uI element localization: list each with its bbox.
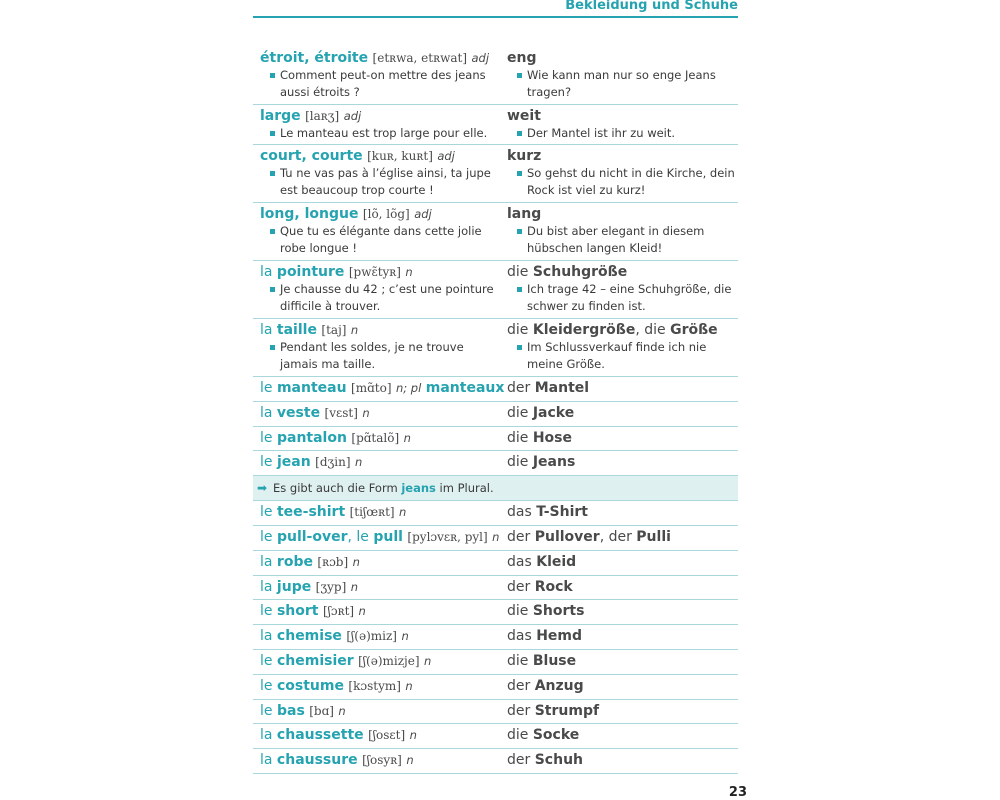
french-headword: manteau [276,380,347,396]
french-headword: long, longue [260,206,359,222]
french-article: le [260,454,273,471]
german-article: die [507,322,529,338]
bullet-icon [517,73,522,78]
bullet-icon [270,345,275,350]
pronunciation: [taj] [321,323,347,337]
page-number: 23 [728,785,747,800]
french-headword: short [276,603,319,620]
german-article: die [507,652,529,669]
section-title: Bekleidung und Schuhe [565,0,738,13]
vocab-entry [253,551,738,576]
usage-note [253,476,738,501]
bullet-icon [270,131,275,136]
pronunciation: [kuʀ, kuʀt] [367,149,433,163]
grammar-tag: adj [343,109,362,123]
grammar-tag: n [358,604,366,619]
vocab-entry [253,145,738,203]
pronunciation: [pɑ̃talõ] [351,430,400,445]
french-headword: chemise [276,628,342,645]
german-column [507,50,747,101]
pronunciation: [laʀʒ] [305,109,340,123]
german-headword: weit [507,108,541,124]
german-column [507,727,747,744]
vocab-entry [253,319,738,377]
grammar-tag: n; pl [395,381,422,395]
grammar-tag: n [401,629,409,644]
vocab-entry [253,427,738,452]
grammar-tag: n [354,455,363,470]
german-headword: Bluse [532,652,577,669]
vocabulary-list [253,47,738,774]
french-headword: taille [276,322,317,338]
german-separator: , die [635,322,666,338]
note-highlight: jeans [401,481,436,496]
french-column [260,380,505,397]
french-article: la [260,752,273,769]
pronunciation: [ʃ(ə)miz] [346,629,397,644]
french-headword: court, courte [260,148,363,164]
german-headword: Schuhgröße [532,264,628,280]
bullet-icon [517,171,522,176]
german-headword: Jacke [532,404,575,421]
bullet-icon [517,287,522,292]
french-headword: étroit, étroite [260,50,369,66]
german-headword: Anzug [534,677,584,694]
pronunciation: [ʃ(ə)mizje] [358,653,420,668]
german-example: Ich trage 42 – eine Schuhgröße, die schwer zu finden ist. [507,281,747,315]
french-column [260,206,500,257]
french-article: la [260,264,273,280]
french-example: Comment peut-on mettre des jeans aussi étroits ? [260,67,500,101]
german-article: die [507,727,529,744]
german-article: die [507,429,529,446]
german-example: Der Mantel ist ihr zu weit. [507,125,747,142]
french-headword: pull-over [276,528,348,545]
pronunciation: [pylɔvɛʀ, pyl] [407,529,488,544]
grammar-tag: n [352,554,360,569]
note-text: Es gibt auch die Form [273,481,402,496]
pronunciation: [dʒin] [315,455,351,470]
french-example: Je chausse du 42 ; c’est une pointure difficile à trouver. [260,281,500,315]
french-headword: bas [276,702,305,719]
french-column [260,554,500,571]
french-headword: chaussette [276,727,364,744]
note-text-end: im Plural. [435,481,494,496]
german-headword: Pullover [534,528,600,545]
grammar-tag: adj [414,207,432,221]
german-article: der [507,528,531,545]
german-headword: Hemd [536,628,583,645]
vocab-entry [253,377,738,402]
german-column [507,430,747,447]
german-article: der [507,702,531,719]
german-example: Im Schlussverkauf finde ich nie meine Größe. [507,339,747,373]
french-headword: large [260,108,301,124]
french-column [260,108,500,142]
pronunciation: [tiʃœʀt] [349,505,395,520]
grammar-tag: n [492,529,500,544]
german-column [507,554,747,571]
bullet-icon [517,131,522,136]
vocab-entry [253,203,738,261]
grammar-tag: adj [471,51,490,65]
pronunciation: [ʃɔʀt] [322,604,355,619]
german-column [507,405,747,422]
pronunciation: [kɔstym] [348,678,401,693]
french-article: la [260,322,273,338]
french-article: le [260,603,273,620]
french-column [260,603,500,620]
french-column [260,405,500,422]
german-headword: Schuh [534,752,584,769]
french-column [260,430,500,447]
german-article: der [507,578,531,595]
vocab-entry [253,675,738,700]
bullet-icon [270,171,275,176]
arrow-right-icon: ➡ [257,481,268,496]
french-example: Le manteau est trop large pour elle. [260,125,500,142]
french-headword: costume [276,677,344,694]
french-column [260,703,500,720]
pronunciation: [ʃosyʀ] [362,753,402,768]
vocab-entry [253,700,738,725]
french-article: la [260,727,273,744]
pronunciation: [pwɛ̃tyʀ] [348,265,401,279]
german-column [507,678,747,695]
french-column [260,50,500,101]
german-article: die [507,603,529,620]
pronunciation: [ʒyp] [315,579,347,594]
german-headword: kurz [507,148,542,164]
german-column [507,628,747,645]
pronunciation: [ʀɔb] [317,554,349,569]
german-separator: , der [599,528,632,545]
german-headword: Mantel [534,380,590,396]
french-column [260,678,500,695]
vocab-entry [253,650,738,675]
french-headword: chemisier [276,652,354,669]
french-column [260,579,500,596]
vocab-entry [253,105,738,145]
german-headword: Shorts [532,603,585,620]
german-article: das [507,628,532,645]
french-column [260,148,500,199]
french-column [260,653,500,670]
grammar-tag: n [403,430,411,445]
pronunciation: [ʃosɛt] [368,728,406,743]
grammar-tag: n [350,579,359,594]
french-separator: , le [347,528,369,545]
bullet-icon [270,229,275,234]
vocab-entry [253,47,738,105]
grammar-tag: n [405,678,413,693]
header-rule [253,16,738,18]
german-column [507,148,747,199]
french-example: Tu ne vas pas à l’église ainsi, ta jupe est beaucoup trop courte ! [260,165,500,199]
vocab-entry [253,402,738,427]
german-headword: Strumpf [534,702,600,719]
french-headword-alt: pull [373,528,403,545]
pronunciation: [mɑ̃to] [351,381,392,395]
german-article: das [507,553,532,570]
german-article: der [507,380,531,396]
german-column [507,264,747,315]
pronunciation: [vɛst] [324,405,358,420]
german-article: das [507,504,532,521]
french-article: le [260,504,273,521]
grammar-tag: n [405,265,413,279]
bullet-icon [270,73,275,78]
vocab-entry [253,724,738,749]
french-column [260,752,500,769]
french-column [260,454,500,471]
vocab-entry [253,600,738,625]
vocab-entry [253,526,738,551]
french-article: le [260,380,273,396]
french-headword: robe [276,553,313,570]
vocab-entry [253,261,738,319]
grammar-tag: n [424,653,432,668]
french-article: la [260,578,273,595]
grammar-tag: n [338,703,346,718]
german-column [507,529,747,546]
german-headword: lang [507,206,542,222]
grammar-tag: n [406,753,414,768]
bullet-icon [270,287,275,292]
french-article: le [260,702,273,719]
german-headword: Hose [532,429,573,446]
french-column [260,322,500,373]
vocab-entry [253,576,738,601]
german-column [507,380,747,397]
french-example: Que tu es élégante dans cette jolie robe longue ! [260,223,500,257]
grammar-tag: n [409,728,417,743]
pronunciation: [lõ, lõg] [362,207,410,221]
french-article: le [260,429,273,446]
bullet-icon [517,229,522,234]
french-headword: chaussure [276,752,358,769]
grammar-tag: n [399,505,407,520]
french-article: la [260,553,273,570]
pronunciation: [etʀwa, etʀwat] [372,51,468,65]
vocab-entry [253,749,738,774]
german-column [507,603,747,620]
german-headword-alt: Pulli [636,528,671,545]
vocab-entry [253,625,738,650]
french-headword: pointure [276,264,345,280]
german-column [507,752,747,769]
french-article: le [260,528,273,545]
german-article: der [507,752,531,769]
german-headword: Kleid [536,553,577,570]
french-headword: jupe [276,578,312,595]
german-column [507,322,747,373]
german-column [507,108,747,142]
grammar-tag: n [362,405,370,420]
german-headword-alt: Größe [670,322,718,338]
french-article: le [260,677,273,694]
french-column [260,727,500,744]
french-column [260,264,500,315]
german-example: Wie kann man nur so enge Jeans tragen? [507,67,747,101]
german-article: die [507,264,529,280]
german-headword: Jeans [532,454,576,471]
german-headword: T-Shirt [536,504,588,521]
german-article: der [507,677,531,694]
german-column [507,206,747,257]
french-column [260,504,500,521]
german-column [507,703,747,720]
german-article: die [507,454,529,471]
german-article: die [507,404,529,421]
german-headword: Socke [532,727,580,744]
bullet-icon [517,345,522,350]
german-example: Du bist aber elegant in diesem hübschen langen Kleid! [507,223,747,257]
french-headword: tee-shirt [276,504,346,521]
german-column [507,504,747,521]
grammar-tag: adj [437,149,455,163]
french-plural: manteaux [425,380,505,396]
french-example: Pendant les soldes, je ne trouve jamais ma taille. [260,339,500,373]
german-example: So gehst du nicht in die Kirche, dein Rock ist viel zu kurz! [507,165,747,199]
german-column [507,579,747,596]
german-headword: eng [507,50,537,66]
vocab-entry [253,501,738,526]
french-article: la [260,628,273,645]
french-headword: pantalon [276,429,347,446]
german-column [507,653,747,670]
french-column [260,529,500,546]
grammar-tag: n [350,323,359,337]
french-article: le [260,652,273,669]
german-headword: Rock [534,578,573,595]
french-headword: veste [276,404,321,421]
vocab-entry [253,451,738,476]
pronunciation: [bɑ] [309,703,334,718]
french-headword: jean [276,454,311,471]
french-column [260,628,500,645]
french-article: la [260,404,273,421]
german-column [507,454,747,471]
german-headword: Kleidergröße [532,322,636,338]
